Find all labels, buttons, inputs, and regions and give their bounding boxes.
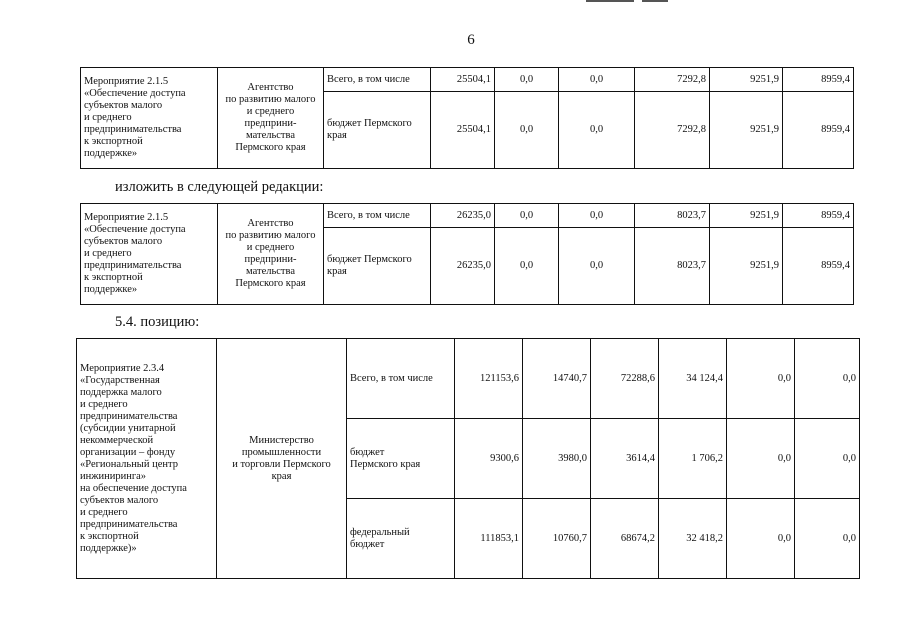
value-cell: 0,0: [559, 68, 635, 92]
action-text: Мероприятие 2.1.5 «Обеспечение доступа субъектов малого и среднего предпринимательства к экспортной поддержке»: [84, 212, 186, 295]
value-cell: 25504,1: [431, 92, 495, 169]
value-cell: 8959,4: [783, 68, 854, 92]
value-cell: 34 124,4: [659, 339, 727, 419]
value-cell: 0,0: [495, 92, 559, 169]
value-cell: 8023,7: [635, 228, 710, 305]
value-cell: 9251,9: [710, 228, 783, 305]
value-cell: 0,0: [795, 499, 860, 579]
value-cell: 3980,0: [523, 419, 591, 499]
value-cell: 8959,4: [783, 204, 854, 228]
action-cell: [81, 204, 218, 305]
page-number: 6: [467, 32, 475, 48]
action-cell: [81, 68, 218, 169]
value-cell: 0,0: [559, 204, 635, 228]
value-cell: 0,0: [495, 228, 559, 305]
value-cell: 9251,9: [710, 92, 783, 169]
value-cell: 10760,7: [523, 499, 591, 579]
source-cell: [347, 499, 455, 579]
value-cell: 0,0: [495, 68, 559, 92]
value-cell: 25504,1: [431, 68, 495, 92]
source-text: федеральный бюджет: [350, 526, 410, 550]
phrase-edition: изложить в следующей редакции:: [115, 179, 324, 195]
agency-text: Агентство по развитию малого и среднего предприни- мательства Пермского края: [225, 218, 316, 289]
value-cell: 8959,4: [783, 228, 854, 305]
agency-cell: [217, 339, 347, 579]
value-cell: 111853,1: [455, 499, 523, 579]
value-cell: 0,0: [795, 419, 860, 499]
value-cell: 7292,8: [635, 68, 710, 92]
value-cell: 0,0: [727, 339, 795, 419]
value-cell: 7292,8: [635, 92, 710, 169]
value-cell: 0,0: [727, 499, 795, 579]
table-row: [77, 339, 860, 419]
top-edge-mark: [586, 0, 634, 2]
agency-cell: [218, 68, 324, 169]
table-2-3-4: [76, 338, 860, 579]
source-cell: [347, 419, 455, 499]
phrase-position: 5.4. позицию:: [115, 314, 200, 330]
table-new-2-1-5: [80, 203, 854, 305]
value-cell: 8023,7: [635, 204, 710, 228]
action-cell: [77, 339, 217, 579]
source-text: бюджет Пермского края: [350, 446, 421, 470]
agency-text: Министерство промышленности и торговли Пермского края: [232, 434, 331, 482]
value-cell: 72288,6: [591, 339, 659, 419]
table-row: [81, 68, 854, 92]
value-cell: 32 418,2: [659, 499, 727, 579]
source-cell: Всего, в том числе: [347, 339, 455, 419]
value-cell: 1 706,2: [659, 419, 727, 499]
source-cell: Всего, в том числе: [324, 204, 431, 228]
table-old-2-1-5: [80, 67, 854, 169]
top-edge-mark: [642, 0, 668, 2]
source-cell: бюджет Пермского края: [324, 228, 431, 305]
value-cell: 0,0: [795, 339, 860, 419]
value-cell: 0,0: [495, 204, 559, 228]
value-cell: 0,0: [559, 228, 635, 305]
value-cell: 26235,0: [431, 228, 495, 305]
table-row: [81, 204, 854, 228]
value-cell: 26235,0: [431, 204, 495, 228]
value-cell: 3614,4: [591, 419, 659, 499]
value-cell: 0,0: [559, 92, 635, 169]
value-cell: 121153,6: [455, 339, 523, 419]
value-cell: 9251,9: [710, 204, 783, 228]
source-cell: Всего, в том числе: [324, 68, 431, 92]
value-cell: 8959,4: [783, 92, 854, 169]
value-cell: 0,0: [727, 419, 795, 499]
action-text: Мероприятие 2.3.4 «Государственная поддержка малого и среднего предпринимательства (субсидии унитарной некоммерческой организации – фонду «Региональный центр инжиниринга» на обеспечение доступа субъектов малого и среднего предпринимательства к экспортной поддержке)»: [80, 362, 187, 554]
value-cell: 14740,7: [523, 339, 591, 419]
action-text: Мероприятие 2.1.5 «Обеспечение доступа субъектов малого и среднего предпринимательства к экспортной поддержке»: [84, 76, 186, 159]
agency-text: Агентство по развитию малого и среднего предприни- мательства Пермского края: [225, 82, 316, 153]
value-cell: 9300,6: [455, 419, 523, 499]
value-cell: 9251,9: [710, 68, 783, 92]
source-cell: бюджет Пермского края: [324, 92, 431, 169]
value-cell: 68674,2: [591, 499, 659, 579]
agency-cell: [218, 204, 324, 305]
